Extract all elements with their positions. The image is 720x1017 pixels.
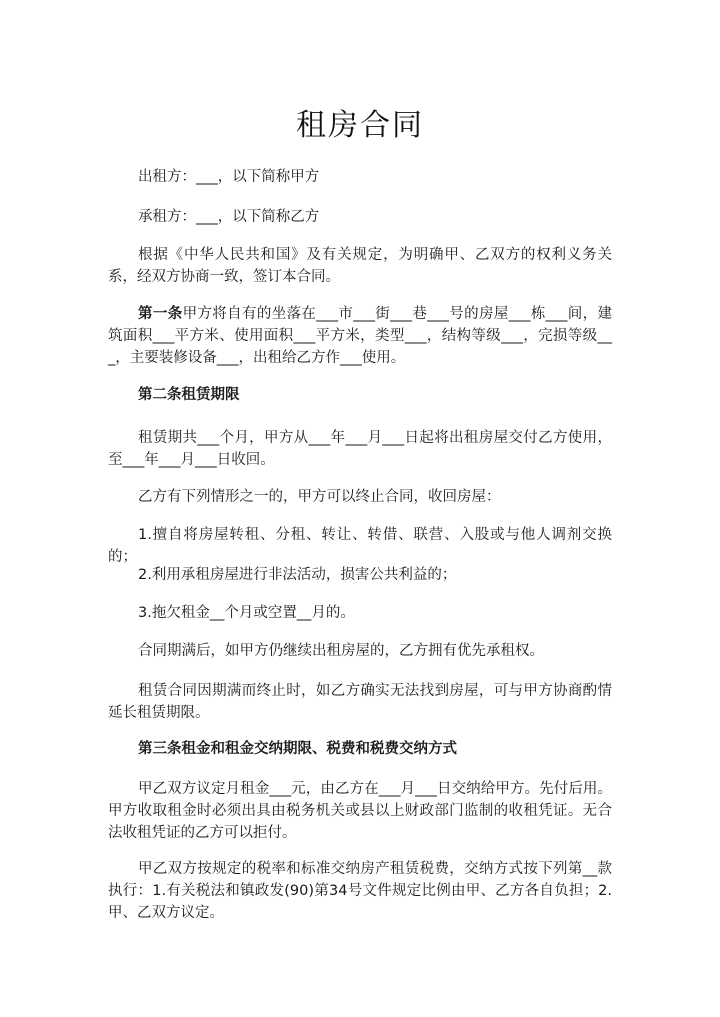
termination-item-3: 3.拖欠租金__个月或空置__月的。: [138, 605, 355, 621]
document-title: 租房合同: [296, 108, 424, 143]
termination-intro: 乙方有下列情形之一的，甲方可以终止合同，收回房屋：: [138, 489, 501, 505]
priority-lease-paragraph: 合同期满后，如甲方仍继续出租房屋的，乙方拥有优先承租权。: [138, 643, 544, 659]
article-1-paragraph: [108, 303, 612, 369]
termination-item-2: 2.利用承租房屋进行非法活动，损害公共利益的；: [138, 567, 457, 583]
article-3-heading: 第三条租金和租金交纳期限、税费和税费交纳方式: [138, 741, 457, 757]
rent-payment-paragraph: 甲乙双方议定月租金___元，由乙方在___月___日交纳给甲方。先付后用。甲方收取租金时必须出具由税务机关或县以上财政部门监制的收租凭证。无合法收租凭证的乙方可以拒付。: [108, 781, 612, 841]
tax-paragraph: 甲乙双方按规定的税率和标准交纳房产租赁税费，交纳方式按下列第__款执行：1.有关税法和镇政发(90)第34号文件规定比例由甲、乙方各自负担；2.甲、乙双方议定。: [108, 861, 612, 921]
termination-item-1: 1.擅自将房屋转租、分租、转让、转借、联营、入股或与他人调剂交换的；: [108, 527, 612, 565]
lessee-line: 承租方：___，以下简称乙方: [138, 209, 320, 225]
lessor-line: 出租方：___，以下简称甲方: [138, 169, 320, 185]
article-1-label: 第一条: [138, 306, 183, 322]
rental-term-paragraph: 租赁期共___个月，甲方从___年___月___日起将出租房屋交付乙方使用，至___年___月___日收回。: [108, 430, 612, 468]
preamble-paragraph: 根据《中华人民共和国》及有关规定，为明确甲、乙双方的权利义务关系，经双方协商一致，签订本合同。: [108, 247, 612, 285]
extension-paragraph: 租赁合同因期满而终止时，如乙方确实无法找到房屋，可与甲方协商酌情延长租赁期限。: [108, 683, 612, 721]
article-1-text: 甲方将自有的坐落在___市___街___巷___号的房屋___栋___间，建筑面积___平方米、使用面积___平方米，类型___，结构等级___，完损等级___，主要装修设备___，出租给乙方作___使用。: [108, 306, 613, 366]
article-2-heading: 第二条租赁期限: [138, 387, 240, 403]
